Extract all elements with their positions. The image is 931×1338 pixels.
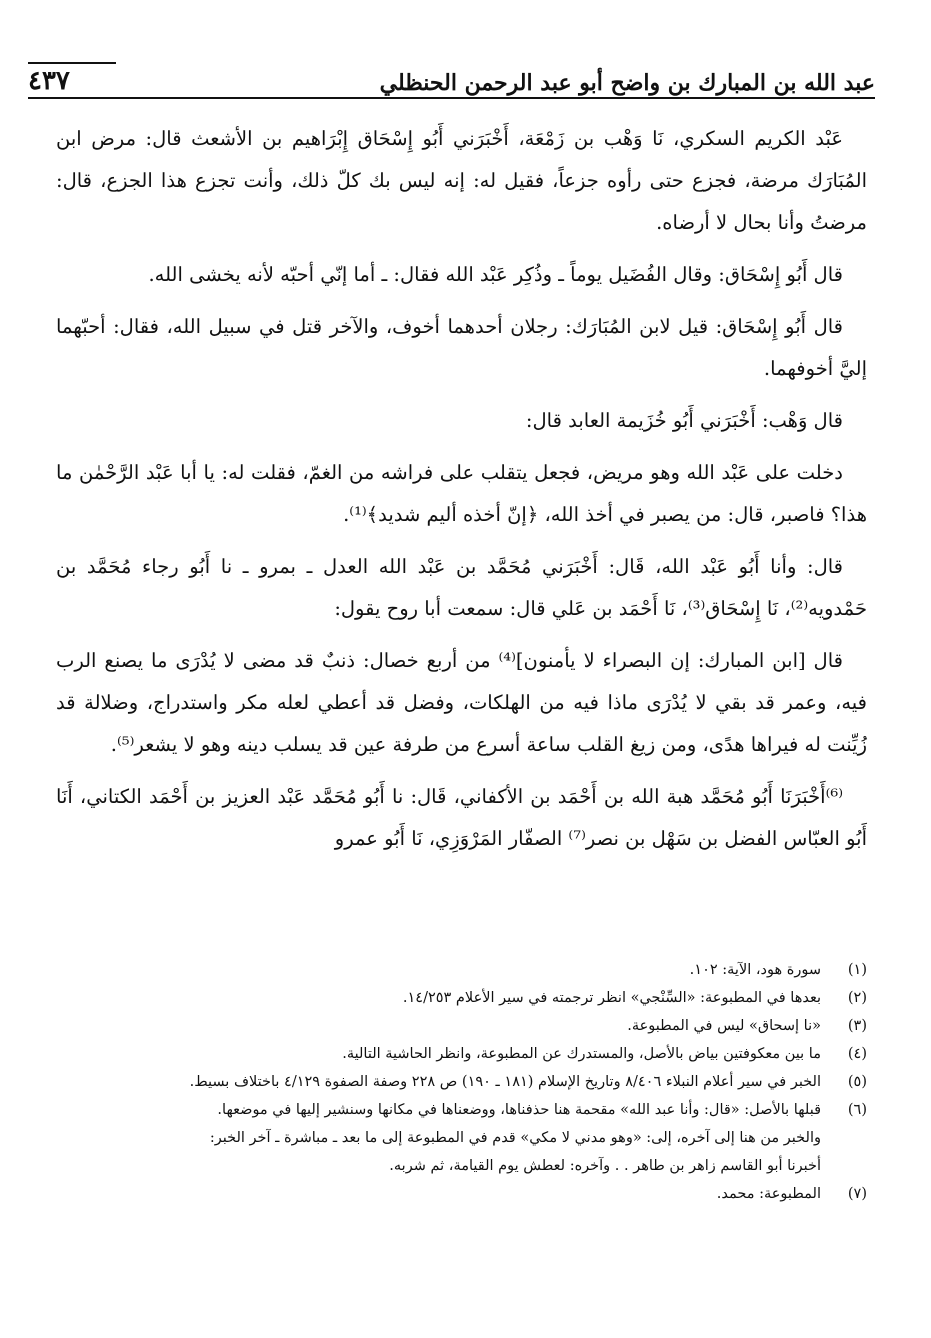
footnote-number: (٧) (847, 1186, 867, 1202)
paragraph: عَبْد الكريم السكري، نَا وَهْب بن زَمْعَة، أَخْبَرَني أَبُو إِسْحَاق إِبْرَاهيم بن الأشعث قال: مرض ابن المُبَارَك مرضة، فجزع حتى رأوه جزعاً، فقيل له: إنه ليس بك كلّ ذلك، وأنت تجزع هذا الجزع، قال: مرضتُ وأنا بحال لا أرضاه. (56, 127, 867, 234)
paragraph: ⁽⁶⁾أَخْبَرَنَا أَبُو مُحَمَّد هبة الله بن أَحْمَد بن الأكفاني، قَال: نا أَبُو مُحَمَّد عَبْد العزيز بن أَحْمَد الكتاني، أَنَا أَبُو العبّاس الفضل بن سَهْل بن نصر⁽⁷⁾ الصفّار المَرْوَزِي، نَا أَبُو عمرو (56, 785, 867, 850)
footnote (56, 1180, 867, 1208)
paragraph: قال أَبُو إِسْحَاق: وقال الفُضَيل يوماً ـ وذُكِر عَبْد الله فقال: ـ أما إنّي أحبّه لأنه يخشى الله. (148, 263, 843, 286)
main-text (56, 118, 867, 870)
paragraph: قال: وأنا أَبُو عَبْد الله، قَال: أَخْبَرَني مُحَمَّد بن عَبْد الله العدل ـ بمرو ـ نا أَبُو رجاء مُحَمَّد بن حَمْدويه⁽²⁾، نَا إِسْحَاق⁽³⁾، نَا أَحْمَد بن عَلي قال: سمعت أبا روح يقول: (56, 555, 867, 620)
footnote (56, 956, 867, 984)
paragraph: قال [ابن المبارك: إن البصراء لا يأمنون]⁽⁴⁾ من أربع خصال: ذنبٌ قد مضى لا يُدْرَى ما يصنع الرب فيه، وعمر قد بقي لا يُدْرَى ماذا فيه من الهلكات، وفضل قد أعطي لعله مكر واستدراج، وضلالة قد زُيِّنت له فيراها هدًى، ومن زيغ القلب ساعة أسرع من طرفة عين قد يسلب دينه وهو لا يشعر⁽⁵⁾. (56, 649, 867, 756)
paragraph: قال وَهْب: أَخْبَرَني أَبُو خُزَيمة العابد قال: (525, 409, 843, 432)
footnote (56, 1096, 867, 1124)
footnote-text: قبلها بالأصل: «قال: وأنا عبد الله» مقحمة هنا حذفناها، ووضعناها في مكانها وسنشير إليها في موضعها. (217, 1102, 821, 1118)
footnote-text: المطبوعة: محمد. (716, 1186, 821, 1202)
footnote-number: (٦) (847, 1102, 867, 1118)
running-title: عبد الله بن المبارك بن واضح أبو عبد الرحمن الحنظلي (379, 70, 875, 96)
footnote-continuation (56, 1124, 867, 1180)
footnote-number: (٥) (847, 1074, 867, 1090)
footnote-text: سورة هود، الآية: ١٠٢. (689, 962, 821, 978)
page-number: ٤٣٧ (28, 66, 70, 96)
page-header (28, 48, 875, 100)
paragraph: قال أَبُو إِسْحَاق: قيل لابن المُبَارَك: رجلان أحدهما أخوف، والآخر قتل في سبيل الله، فقال: أحبّهما إليَّ أخوفهما. (56, 315, 867, 380)
footnote (56, 1040, 867, 1068)
footnote-number: (١) (847, 962, 867, 978)
footnote-text: «نا إسحاق» ليس في المطبوعة. (627, 1018, 821, 1034)
header-short-rule (28, 62, 116, 64)
footnote-text: بعدها في المطبوعة: «السِّنْجي» انظر ترجمته في سير الأعلام ١٤/٢٥٣. (402, 990, 821, 1006)
footnote-continuation-line: والخبر من هنا إلى آخره، إلى: «وهو مدني لا مكي» قدم في المطبوعة إلى ما بعد ـ مباشرة ـ آخر الخبر: (209, 1130, 821, 1146)
footnote-number: (٢) (847, 990, 867, 1006)
paragraph: دخلت على عَبْد الله وهو مريض، فجعل يتقلب على فراشه من الغمّ، فقلت له: يا أبا عَبْد الرَّحْمٰن ما هذا؟ فاصبر، قال: من يصبر في أخذ الله، ﴿إنّ أخذه أليم شديد﴾⁽¹⁾. (56, 461, 867, 526)
footnote-text: الخبر في سير أعلام النبلاء ٨/٤٠٦ وتاريخ الإسلام (١٨١ ـ ١٩٠) ص ٢٢٨ وصفة الصفوة ٤/١٢٩ باختلاف بسيط. (189, 1074, 821, 1090)
footnote (56, 1068, 867, 1096)
footnote-continuation-line: أخبرنا أبو القاسم زاهر بن طاهر . . وآخره: لعطش يوم القيامة، ثم شربه. (389, 1158, 821, 1174)
footnote-number: (٤) (847, 1046, 867, 1062)
footnote-text: ما بين معكوفتين بياض بالأصل، والمستدرك عن المطبوعة، وانظر الحاشية التالية. (342, 1046, 821, 1062)
footnotes (56, 956, 867, 1208)
footnote-number: (٣) (847, 1018, 867, 1034)
footnote (56, 984, 867, 1012)
header-rule (28, 97, 875, 99)
footnote (56, 1012, 867, 1040)
